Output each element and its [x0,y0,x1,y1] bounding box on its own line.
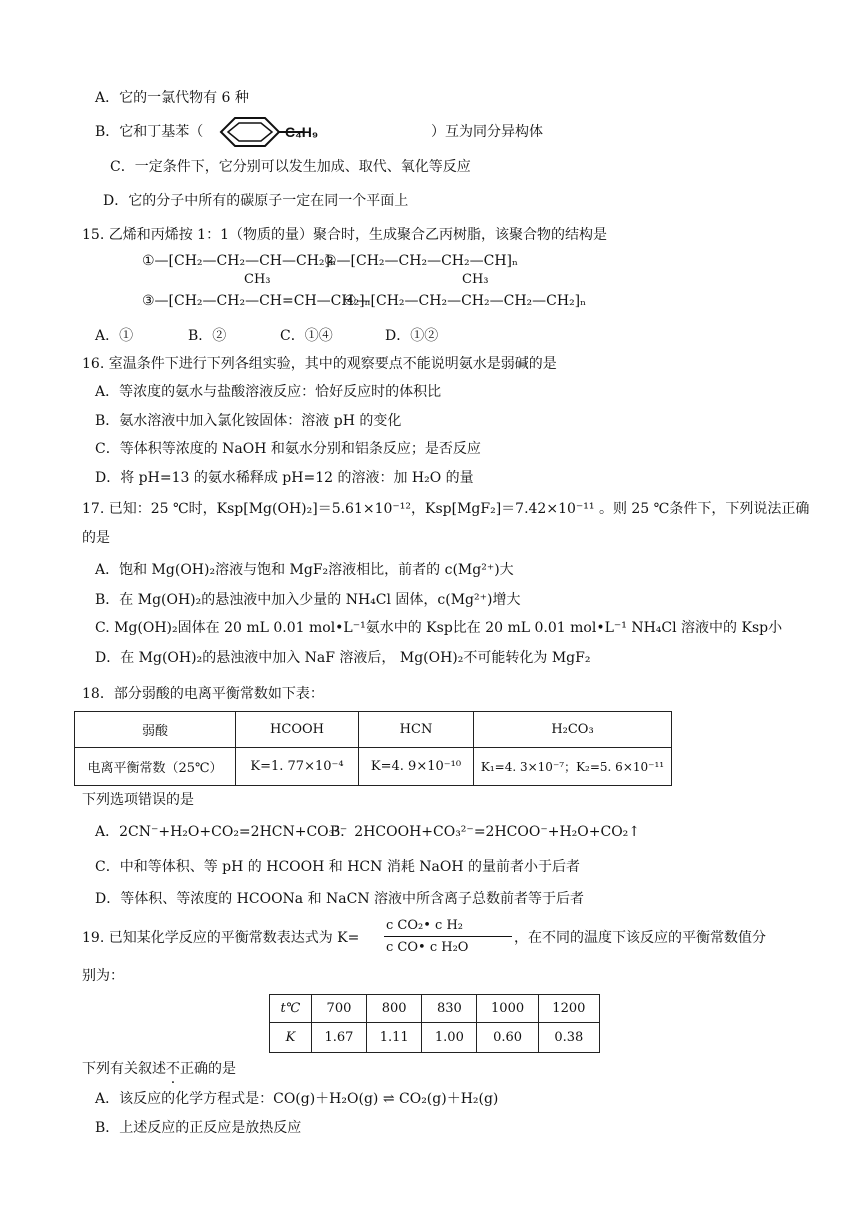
q19-cell: 1000 [477,995,538,1023]
q17-option-c: C. Mg(OH)₂固体在 20 mL 0.01 mol•L⁻¹氨水中的 Ksp比在 20 mL 0.01 mol•L⁻¹ NH₄Cl 溶液中的 Ksp小 [95,620,783,636]
q15-structure-2: ②—[CH₂—CH₂—CH₂—CH]ₙ [324,253,519,269]
q14-option-a: A．它的一氯代物有 6 种 [95,90,249,106]
q18-option-d: D．等体积、等浓度的 HCOONa 和 NaCN 溶液中所含离子总数前者等于后者 [95,891,585,907]
q18-data-cell: K=4. 9×10⁻¹⁰ [359,748,474,786]
q17-stem-line2: 的是 [82,530,110,546]
q19-k-table [269,994,600,1053]
q19-question [82,1059,236,1079]
q18-option-c: C．中和等体积、等 pH 的 HCOOH 和 HCN 消耗 NaOH 的量前者小于后者 [95,859,581,875]
q18-header-cell: H₂CO₃ [474,712,672,748]
q18-data-cell: 电离平衡常数（25℃） [75,748,236,786]
q14-option-d: D．它的分子中所有的碳原子一定在同一个平面上 [103,193,409,209]
q19-cell: 800 [367,995,422,1023]
q15-ch3-1: CH₃ [244,272,271,287]
q19-cell: 0.60 [477,1023,538,1053]
q16-stem: 16. 室温条件下进行下列各组实验，其中的观察要点不能说明氨水是弱碱的是 [82,356,557,372]
q18-option-a: A．2CN⁻+H₂O+CO₂=2HCN+CO₃²⁻ [95,824,348,840]
q19-cell: 1.11 [367,1023,422,1053]
q19-fraction-denominator: c CO• c H₂O [386,940,469,955]
q14-option-b [95,122,543,142]
q14-option-b-pre: B．它和丁基苯（ [95,124,204,140]
q19-cell: 830 [422,995,477,1023]
q15-stem: 15. 乙烯和丙烯按 1：1（物质的量）聚合时，生成聚合乙丙树脂，该聚合物的结构是 [82,227,607,243]
q19-stem-pre: 19. 已知某化学反应的平衡常数表达式为 K= [82,930,360,946]
q18-header-cell: HCOOH [236,712,359,748]
q15-structure-1: ①—[CH₂—CH₂—CH—CH₂]ₙ [142,253,337,269]
q19-fraction-bar [384,936,512,937]
q19-question-post: 正确的是 [180,1061,236,1077]
q19-cell: 1.67 [311,1023,366,1053]
q18-acid-table [74,711,672,786]
q19-stem-post: ，在不同的温度下该反应的平衡常数值分 [514,930,766,946]
q15-option-c: C．①④ [280,328,333,344]
q16-option-a: A．等浓度的氨水与盐酸溶液反应：恰好反应时的体积比 [95,384,442,400]
q19-cell: K [270,1023,312,1053]
q19-cell: 700 [311,995,366,1023]
q16-option-d: D．将 pH=13 的氨水稀释成 pH=12 的溶液：加 H₂O 的量 [95,470,474,486]
q19-cell: t℃ [270,995,312,1023]
q18-data-cell: K₁=4. 3×10⁻⁷；K₂=5. 6×10⁻¹¹ [474,748,672,786]
q19-k-row [270,1023,600,1053]
q17-option-d: D．在 Mg(OH)₂的悬浊液中加入 NaF 溶液后， Mg(OH)₂不可能转化为 MgF₂ [95,650,591,666]
q14-option-b-post: ）互为同分异构体 [431,124,543,140]
q18-option-b: B．2HCOOH+CO₃²⁻=2HCOO⁻+H₂O+CO₂↑ [330,824,641,840]
q19-question-pre: 下列有关叙述 [82,1061,166,1077]
q15-option-d: D．①② [385,328,439,344]
q16-option-c: C．等体积等浓度的 NaOH 和氨水分别和铝条反应；是否反应 [95,441,481,457]
q15-option-b: B．② [188,328,227,344]
q18-header-cell: 弱酸 [75,712,236,748]
q15-option-a: A．① [95,328,134,344]
q14-option-c: C．一定条件下，它分别可以发生加成、取代、氧化等反应 [110,159,471,175]
q19-option-b: B．上述反应的正反应是放热反应 [95,1120,302,1136]
q18-table-data-row [75,748,672,786]
q19-temperature-row [270,995,600,1023]
q18-stem: 18．部分弱酸的电离平衡常数如下表： [82,686,324,702]
q15-structure-3: ③—[CH₂—CH₂—CH=CH—CH₂]ₙ [142,293,371,309]
q19-fraction-numerator: c CO₂• c H₂ [386,918,463,933]
q19-cell: 0.38 [538,1023,599,1053]
q19-question-emphasis: 不 [166,1061,180,1077]
q18-data-cell: K=1. 77×10⁻⁴ [236,748,359,786]
q18-table-header-row [75,712,672,748]
q15-structure-4: ④—[CH₂—CH₂—CH₂—CH₂—CH₂]ₙ [344,293,587,309]
q16-option-b: B．氨水溶液中加入氯化铵固体：溶液 pH 的变化 [95,413,402,429]
q15-ch3-2: CH₃ [462,272,489,287]
q19-stem-line2: 别为： [82,968,124,984]
q17-stem-line1: 17. 已知：25 ℃时，Ksp[Mg(OH)₂]＝5.61×10⁻¹²，Ksp[MgF₂]＝7.42×10⁻¹¹ 。则 25 ℃条件下，下列说法正确 [82,501,810,517]
q14-butyl-formula: C₄H₉ [285,124,319,140]
q19-cell: 1200 [538,995,599,1023]
q19-cell: 1.00 [422,1023,477,1053]
q17-option-a: A．饱和 Mg(OH)₂溶液与饱和 MgF₂溶液相比，前者的 c(Mg²⁺)大 [95,562,514,578]
q18-question: 下列选项错误的是 [82,792,194,808]
q18-header-cell: HCN [359,712,474,748]
q19-option-a: A．该反应的化学方程式是：CO(g)＋H₂O(g) ⇌ CO₂(g)＋H₂(g) [95,1091,499,1107]
q17-option-b: B．在 Mg(OH)₂的悬浊液中加入少量的 NH₄Cl 固体，c(Mg²⁺)增大 [95,592,521,608]
